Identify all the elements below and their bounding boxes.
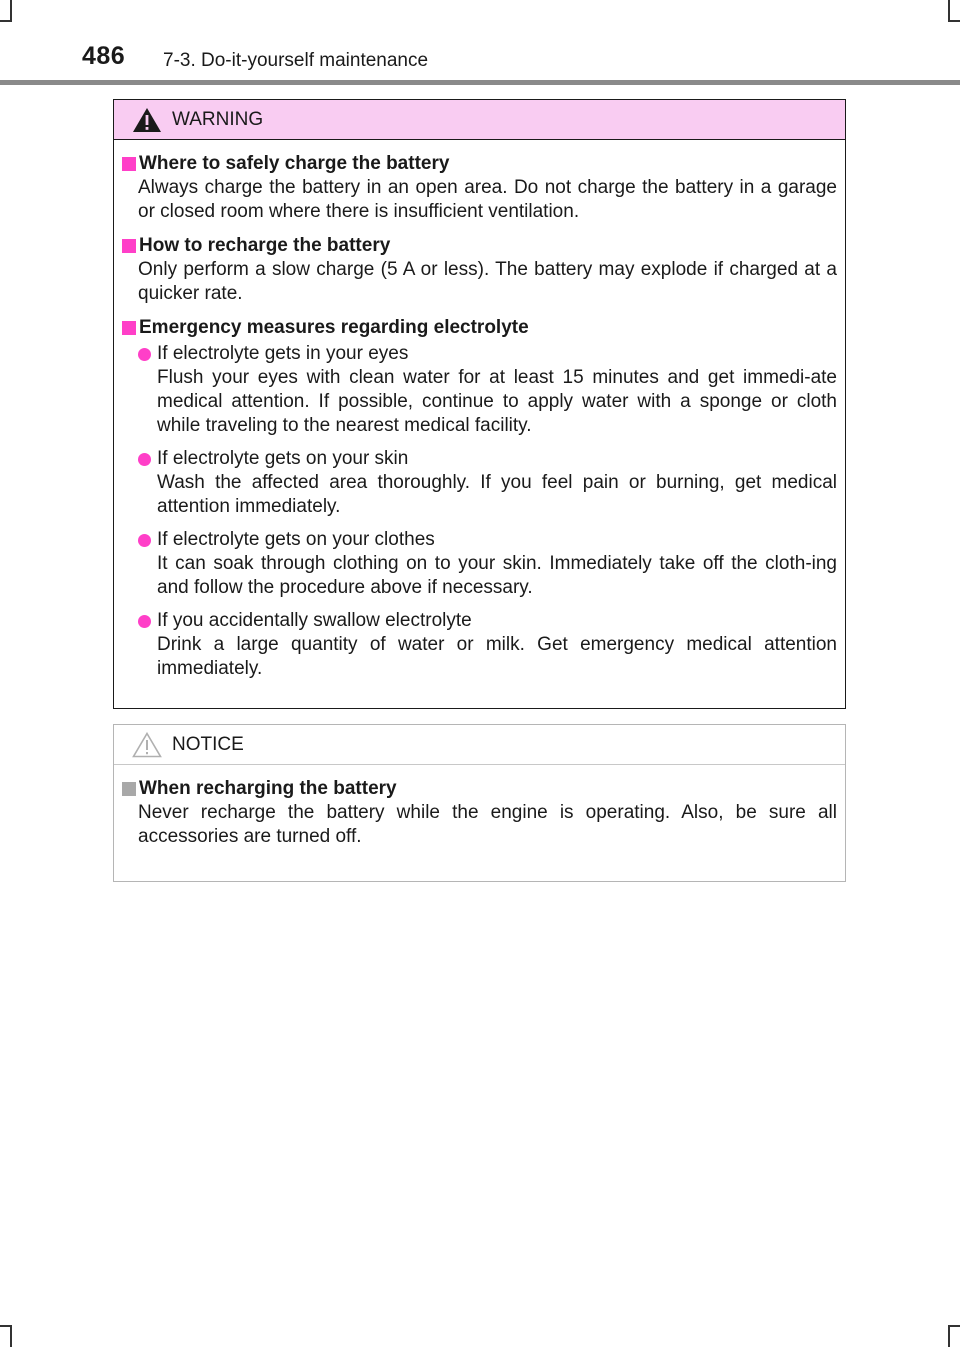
page-number: 486	[82, 42, 126, 70]
square-bullet-icon	[122, 782, 136, 796]
list-item	[138, 609, 837, 681]
bullet-title: If electrolyte gets on your clothes	[157, 529, 435, 550]
round-bullet-icon	[138, 453, 151, 466]
notice-section	[122, 777, 837, 849]
notice-box	[113, 724, 846, 882]
crop-mark	[10, 1325, 12, 1347]
square-bullet-icon	[122, 157, 136, 171]
bullet-title: If you accidentally swallow electrolyte	[157, 610, 472, 631]
list-item	[138, 447, 837, 519]
round-bullet-icon	[138, 348, 151, 361]
bullet-text: Flush your eyes with clean water for at least 15 minutes and get immedi-ate medical attention. If possible, continue to apply water with a sponge or cloth while traveling to the nearest medical facility.	[157, 367, 837, 436]
square-bullet-icon	[122, 239, 136, 253]
warning-body	[114, 140, 845, 681]
notice-body	[114, 765, 845, 849]
warning-section	[122, 234, 837, 306]
warning-section	[122, 152, 837, 224]
section-text: Never recharge the battery while the engine is operating. Also, be sure all accessories are turned off.	[138, 802, 837, 847]
section-text: Always charge the battery in an open area. Do not charge the battery in a garage or closed room where there is insufficient ventilation.	[138, 177, 837, 222]
list-item	[138, 528, 837, 600]
crop-mark	[948, 1325, 960, 1327]
warning-header	[114, 100, 845, 140]
warning-box	[113, 99, 846, 709]
warning-triangle-icon	[132, 107, 162, 133]
bullet-text: It can soak through clothing on to your skin. Immediately take off the cloth-ing and follow the procedure above if necessary.	[157, 553, 837, 598]
round-bullet-icon	[138, 534, 151, 547]
notice-header	[114, 725, 845, 765]
bullet-title: If electrolyte gets in your eyes	[157, 343, 409, 364]
section-title: 7-3. Do-it-yourself maintenance	[163, 50, 429, 71]
section-heading	[122, 316, 837, 340]
bullet-text: Wash the affected area thoroughly. If you feel pain or burning, get medical attention immediately.	[157, 472, 837, 517]
bullet-text: Drink a large quantity of water or milk. Get emergency medical attention immediately.	[157, 634, 837, 679]
page-header	[0, 0, 960, 84]
section-heading	[122, 234, 837, 258]
section-text: Only perform a slow charge (5 A or less). The battery may explode if charged at a quicker rate.	[138, 259, 837, 304]
section-heading	[122, 777, 837, 801]
section-heading	[122, 152, 837, 176]
square-bullet-icon	[122, 321, 136, 335]
section-heading-text: Where to safely charge the battery	[139, 153, 450, 174]
section-heading-text: When recharging the battery	[139, 778, 397, 799]
notice-label: NOTICE	[172, 734, 244, 755]
crop-mark	[0, 1325, 12, 1327]
section-heading-text: How to recharge the battery	[139, 235, 391, 256]
warning-section	[122, 316, 837, 681]
round-bullet-icon	[138, 615, 151, 628]
header-divider	[0, 80, 960, 85]
crop-mark	[948, 1325, 950, 1347]
warning-label: WARNING	[172, 109, 264, 130]
caution-triangle-outline-icon	[132, 732, 162, 758]
list-item	[138, 342, 837, 438]
bullet-title: If electrolyte gets on your skin	[157, 448, 409, 469]
section-heading-text: Emergency measures regarding electrolyte	[139, 317, 529, 338]
